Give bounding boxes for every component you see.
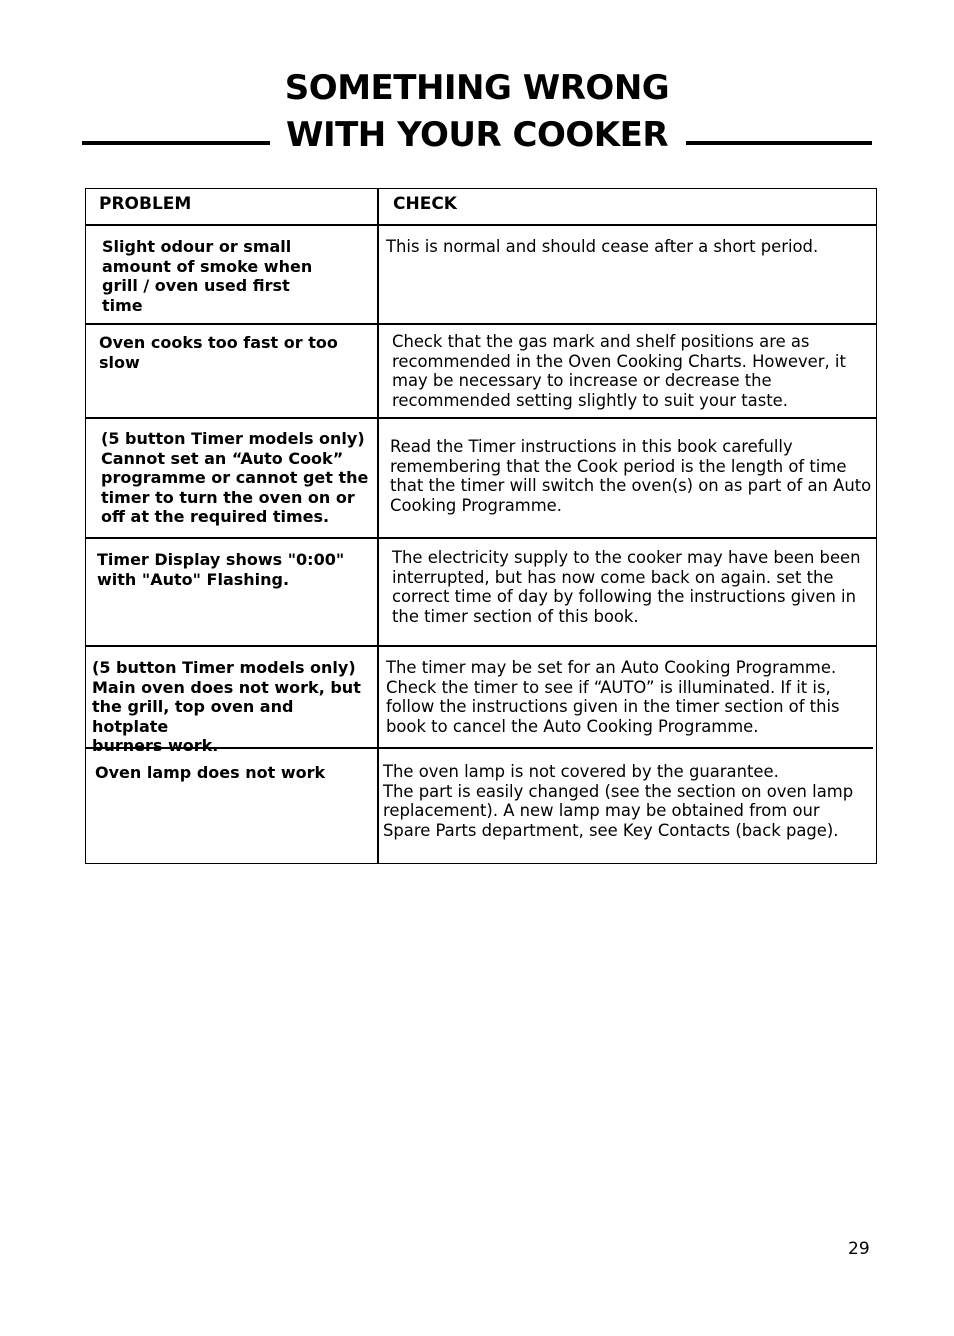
troubleshooting-table bbox=[85, 188, 877, 864]
column-divider bbox=[377, 189, 379, 863]
page-title-line-1: SOMETHING WRONG bbox=[284, 68, 670, 108]
table-row-4-problem: Timer Display shows "0:00" with "Auto" Flashing. bbox=[97, 550, 345, 589]
page-number: 29 bbox=[848, 1239, 870, 1259]
row-divider bbox=[86, 537, 876, 539]
table-row-1-problem: Slight odour or small amount of smoke when grill / oven used first time bbox=[102, 237, 313, 315]
row-divider bbox=[86, 323, 876, 325]
table-row-1-check: This is normal and should cease after a short period. bbox=[386, 237, 819, 256]
table-row-3-problem: (5 button Timer models only) Cannot set an “Auto Cook” programme or cannot get the timer to turn the oven on or off at the required times. bbox=[101, 429, 369, 527]
table-row-2-problem: Oven cooks too fast or too slow bbox=[99, 333, 338, 372]
row-divider bbox=[86, 645, 876, 647]
table-row-6-check: The oven lamp is not covered by the guarantee. The part is easily changed (see the section on oven lamp replacement). A new lamp may be obtained from our Spare Parts department, see Key Contacts (back page). bbox=[383, 762, 854, 840]
row-divider bbox=[86, 417, 876, 419]
column-header-problem: PROBLEM bbox=[99, 194, 192, 214]
table-row-5-problem: (5 button Timer models only) Main oven does not work, but the grill, top oven and hotplate burners work. bbox=[92, 658, 361, 756]
table-row-6-problem: Oven lamp does not work bbox=[95, 763, 326, 782]
title-rule-right bbox=[686, 141, 872, 145]
table-row-4-check: The electricity supply to the cooker may have been been interrupted, but has now come back on again. set the correct time of day by following the instructions given in the timer section of this book. bbox=[392, 548, 861, 626]
table-row-2-check: Check that the gas mark and shelf positions are as recommended in the Oven Cooking Charts. However, it may be necessary to increase or decrease the recommended setting slightly to suit your taste. bbox=[392, 332, 846, 410]
column-header-check: CHECK bbox=[393, 194, 457, 214]
row-divider bbox=[86, 224, 876, 226]
page-title-line-2: WITH YOUR COOKER bbox=[285, 115, 669, 155]
table-row-3-check: Read the Timer instructions in this book carefully remembering that the Cook period is the length of time that the timer will switch the oven(s) on as part of an Auto Cooking Programme. bbox=[390, 437, 872, 515]
table-row-5-check: The timer may be set for an Auto Cooking Programme. Check the timer to see if “AUTO” is illuminated. If it is, follow the instructions given in the timer section of this book to cancel the Auto Cooking Programme. bbox=[386, 658, 840, 736]
